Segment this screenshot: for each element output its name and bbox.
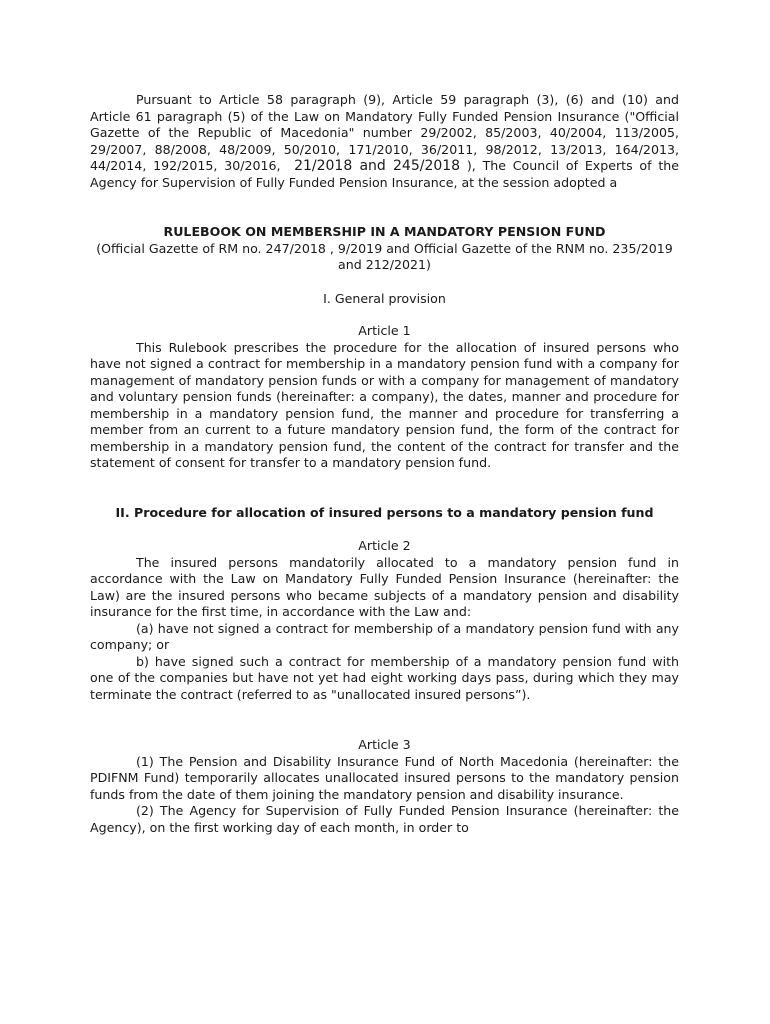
preamble-gazette-numbers: 21/2018 and 245/2018 <box>294 158 461 174</box>
article2-item-b: b) have signed such a contract for membership of a mandatory pension fund with one of the companies but have not yet had eight working days pass, during which they may terminate the contract (referred to as "unallocated insured persons”). <box>90 653 679 702</box>
article1-heading: Article 1 <box>358 323 411 338</box>
article2-heading: Article 2 <box>358 538 411 553</box>
document-page <box>90 92 679 836</box>
preamble-paragraph <box>90 92 679 191</box>
article3-para1: (1) The Pension and Disability Insurance Fund of North Macedonia (hereinafter: the PDIFNM Fund) temporarily allocates unallocated insured persons to the mandatory pension funds from the date of them joining the mandatory pension and disability insurance. <box>90 753 679 802</box>
article1-text: This Rulebook prescribes the procedure for the allocation of insured persons who have not signed a contract for membership in a mandatory pension fund with a company for management of mandatory pension funds or with a company for management of mandatory and voluntary pension funds (hereinafter: a company), the dates, manner and procedure for membership in a mandatory pension fund, the manner and procedure for transferring a member from an current to a future mandatory pension fund, the form of the contract for membership in a mandatory pension fund, the content of the contract for transfer and the statement of consent for transfer to a mandatory pension fund. <box>90 339 679 470</box>
section1-heading: I. General provision <box>323 290 446 306</box>
section2-heading: II. Procedure for allocation of insured persons to a mandatory pension fund <box>115 504 654 520</box>
article3-heading: Article 3 <box>358 737 411 752</box>
article2-intro: The insured persons mandatorily allocated to a mandatory pension fund in accordance with the Law on Mandatory Fully Funded Pension Insurance (hereinafter: the Law) are the insured persons who became subjects of a mandatory pension and disability insurance for the first time, in accordance with the Law and: <box>90 554 679 619</box>
document-title: RULEBOOK ON MEMBERSHIP IN A MANDATORY PENSION FUND <box>163 224 606 239</box>
document-subtitle: (Official Gazette of RM no. 247/2018 , 9/2019 and Official Gazette of the RNM no. 235/2019 and 212/2021) <box>96 240 673 272</box>
article3-para2: (2) The Agency for Supervision of Fully Funded Pension Insurance (hereinafter: the Agency), on the first working day of each month, in order to <box>90 803 679 835</box>
preamble-text-part1: Pursuant to Article 58 paragraph (9), Article 59 paragraph (3), (6) and (10) and Article 61 paragraph (5) of the Law on Mandatory Fully Funded Pension Insurance ("Official Gazette of the Republic of Macedonia" number 29/2002, 85/2003, 40/2004, 113/2005, 29/2007, 88/2008, 48/2009, 50/2010, 171/2010, 36/2011, 98/2012, 13/2013, 164/2013, 44/2014, 192/2015, 30/2016, <box>90 92 679 173</box>
preamble-text-part3: ), The Council of Experts of the Agency for Supervision of Fully Funded Pension Insurance, at the session adopted a <box>90 158 679 190</box>
article2-item-a: (a) have not signed a contract for membership of a mandatory pension fund with any company; or <box>90 620 679 652</box>
